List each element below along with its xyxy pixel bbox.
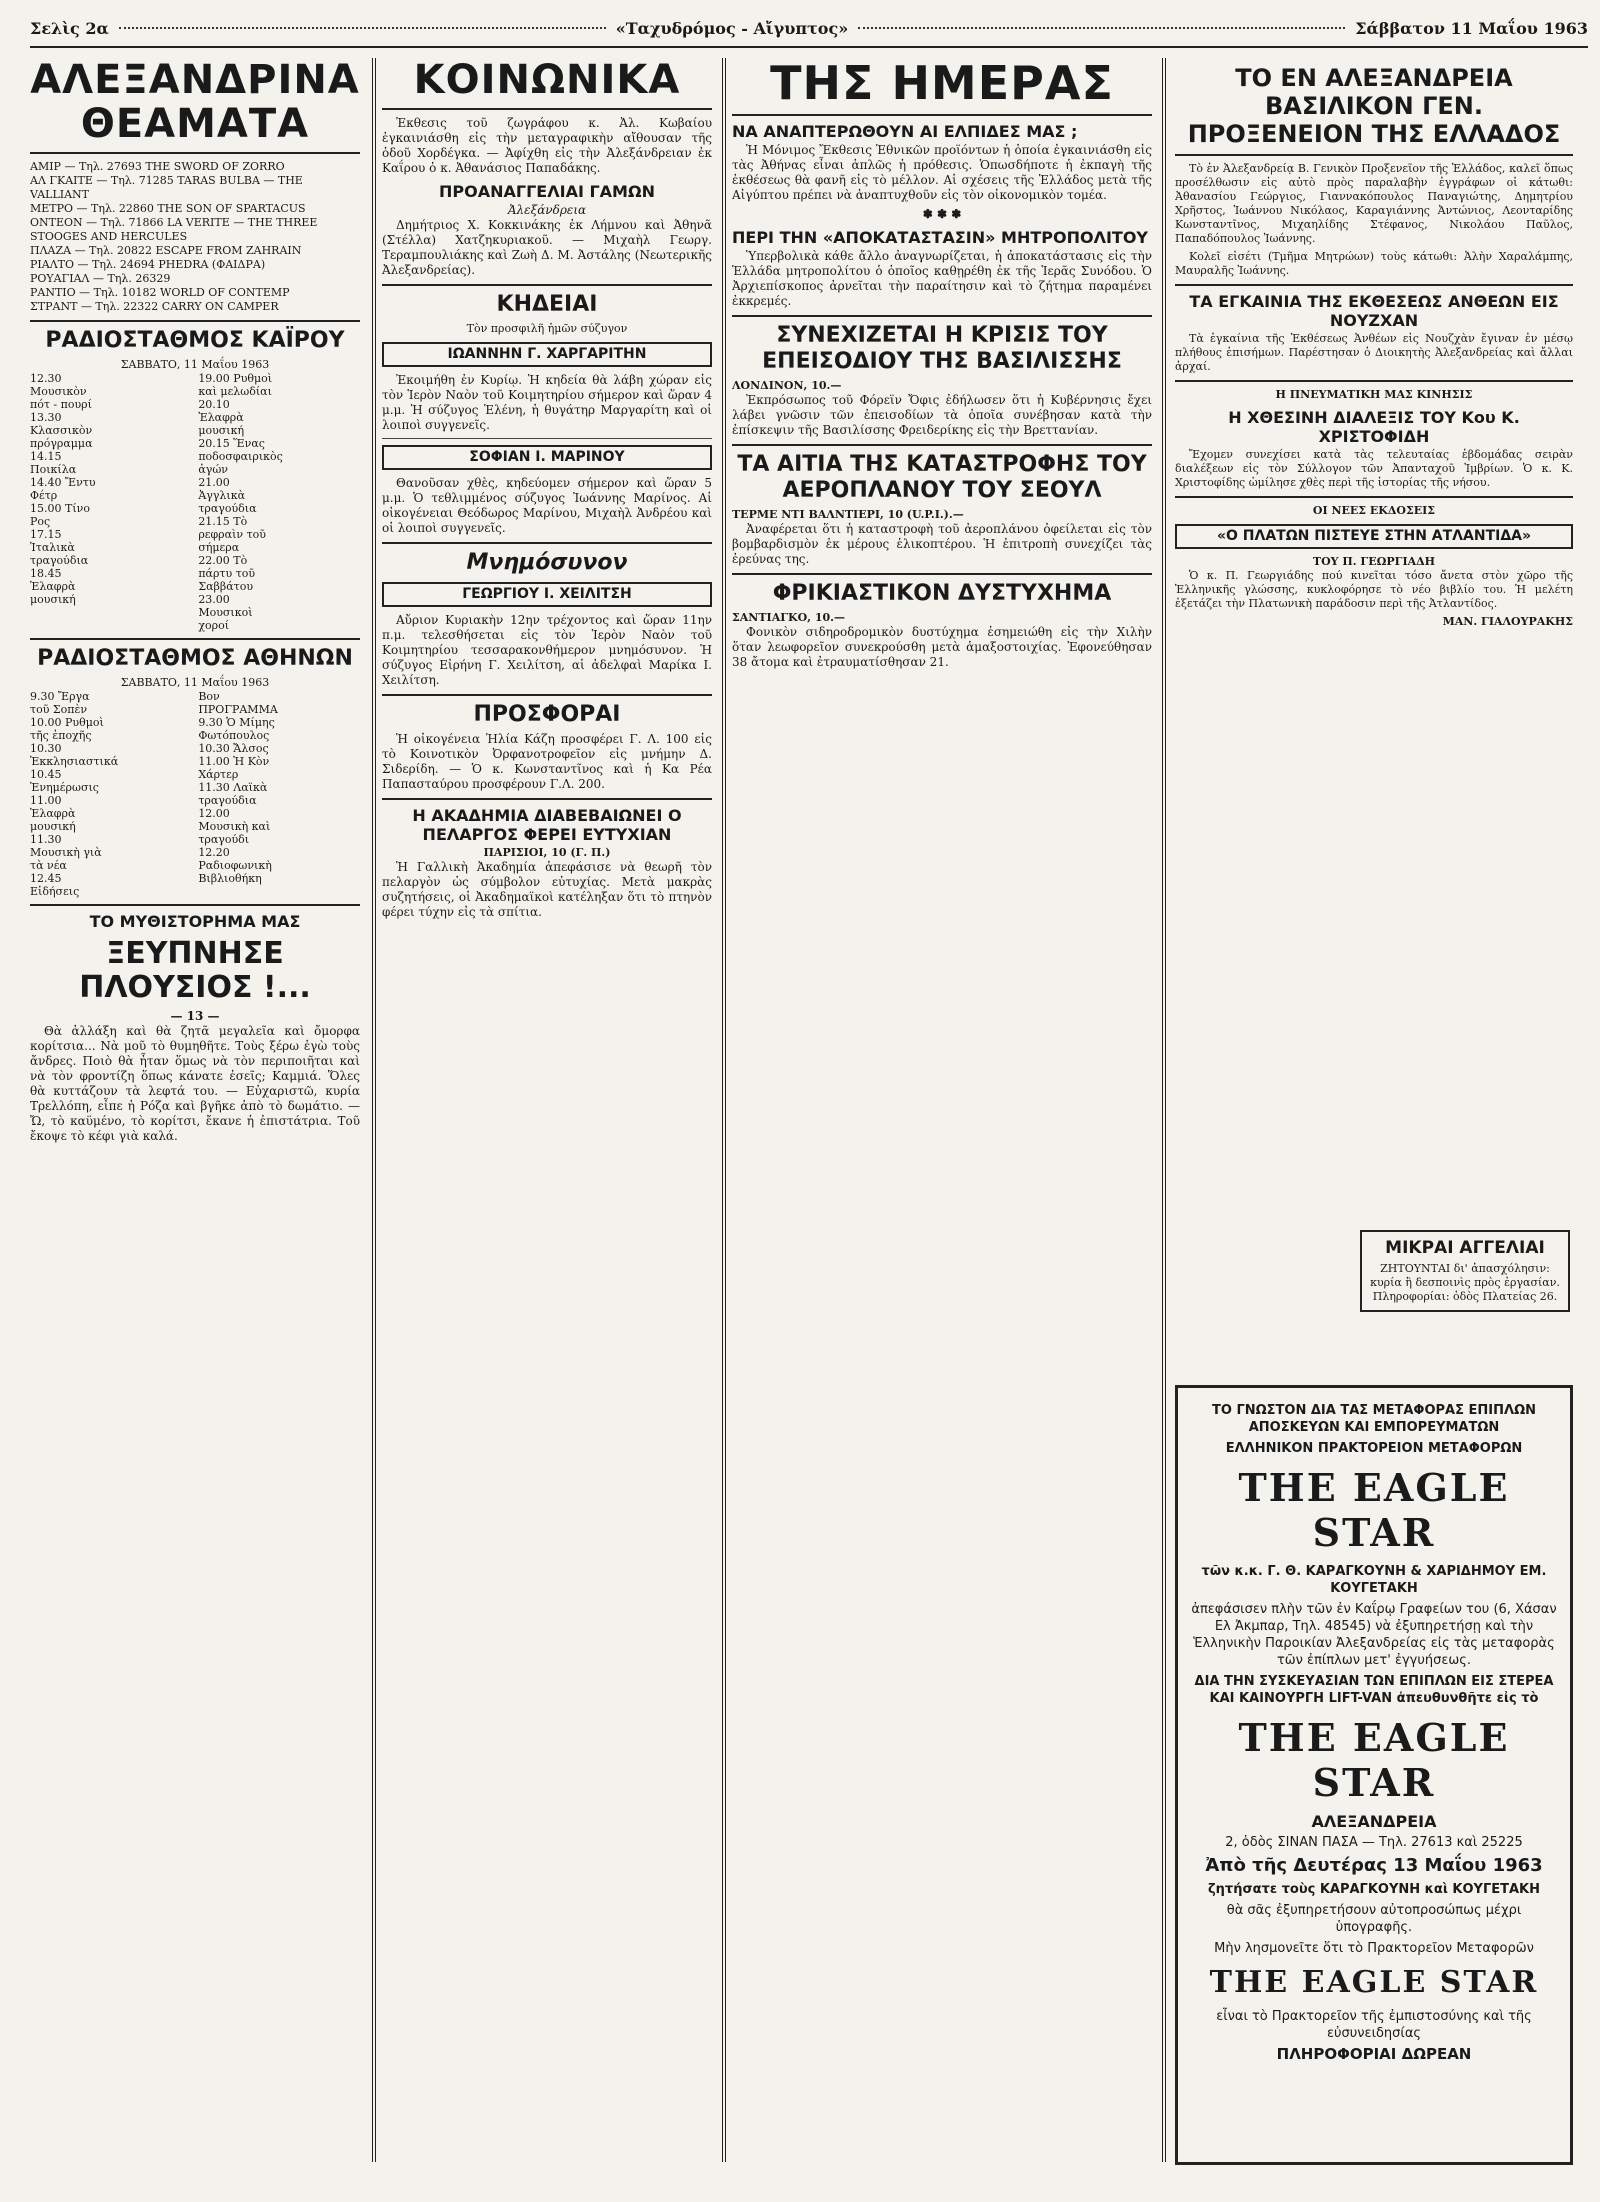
running-header [30,10,1588,48]
ad-address: 2, ὁδὸς ΣΙΝΑΝ ΠΑΣΑ — Τηλ. 27613 καὶ 25225 [1225,1835,1523,1850]
program-entry: 20.15 Ἕνας ποδοσφαιρικὸς ἀγών [198,437,283,476]
article-text: Ἀναφέρεται ὅτι ἡ καταστροφὴ τοῦ ἀεροπλάνου ὀφείλεται εἰς τὸν βομβαρδισμὸν ἐκ μέρους ἑλικοπτέρου. Ἡ ἐπιτροπὴ συνεχίζει τὰς ἐρεύνας της. [732,522,1152,566]
column-social [382,58,712,2172]
program-right [198,372,360,632]
funeral-name: ΣΟΦΙΑΝ Ι. ΜΑΡΙΝΟΥ [382,445,712,470]
cinema-listing: ΡΙΑΛΤΟ — Τηλ. 24694 PHEDRA (ΦΑΙΔΡΑ) [30,258,266,271]
divider [382,694,712,696]
memorial-name: ΓΕΩΡΓΙΟΥ Ι. ΧΕΙΛΙΤΣΗ [382,582,712,607]
cinema-listing: ΠΛΑΖΑ — Τηλ. 20822 ESCAPE FROM ZAHRAIN [30,244,302,257]
article-heading: ΠΕΡΙ ΤΗΝ «ΑΠΟΚΑΤΑΣΤΑΣΙΝ» ΜΗΤΡΟΠΟΛΙΤΟΥ [732,228,1149,247]
program-entry: 9.30 Ὁ Μίμης Φωτόπουλος [198,716,275,742]
ad-footer: εἶναι τὸ Πρακτορεῖον τῆς ἐμπιστοσύνης καὶ τῆς εὐσυνειδησίας [1216,2009,1532,2041]
program-entry: 11.00 Ἐλαφρὰ μουσική [30,794,76,833]
divider [382,108,712,110]
column-consulate [1175,58,1573,1372]
program-entry: 21.15 Τὸ ρεφραὶν τοῦ σήμερα [198,515,266,554]
divider [30,152,360,154]
article-text: Φονικὸν σιδηροδρομικὸν δυστύχημα ἐσημειώθη εἰς τὴν Χιλὴν ὅταν λεωφορεῖον συνεκρούσθη μετὰ ἁμαξοστοιχίας. Ἐφονεύθησαν 38 ἄτομα καὶ ἐτραυματίσθησαν 21. [732,625,1152,669]
ad-from-date: Ἀπὸ τῆς Δευτέρας 13 Μαΐου 1963 [1205,1855,1543,1876]
ad-promise: θὰ σᾶς ἐξυπηρετήσουν αὐτοπροσώπως μέχρι ὑπογραφῆς. [1226,1903,1522,1935]
program-entry: 21.00 Ἀγγλικὰ τραγούδια [198,476,257,515]
program-entry: Βον ΠΡΟΓΡΑΜΜΑ [198,690,278,716]
ad-brand: THE EAGLE STAR [1238,1715,1510,1805]
article-text: Ὑπερβολικὰ κάθε ἄλλο ἀναγνωρίζεται, ἡ ἀποκατάστασις εἰς τὴν Ἑλλάδα μητροπολίτου ὁ ὁποῖος καθῃρέθη ἐκ τῆς Ἱερᾶς Συνόδου. Ὁ Ἀρχιεπίσκοπος ἀρνεῖται τὴν παραίτησιν καὶ τὸ ζήτημα παραμένει ἐκκρεμές. [732,249,1152,308]
ad-owners: τῶν κ.κ. Γ. Θ. ΚΑΡΑΓΚΟΥΝΗ & ΧΑΡΙΔΗΜΟΥ ΕΜ. ΚΟΥΓΕΤΑΚΗ [1201,1564,1547,1596]
ad-body: ἀπεφάσισεν πλὴν τῶν ἐν Καΐρῳ Γραφείων του (6, Χάσαν Ελ Ἀκμπαρ, Τηλ. 48545) νὰ ἐξυπηρετήσῃ καὶ τὴν Ἑλληνικὴν Παροικίαν Ἀλεξανδρείας εἰς τὰς μεταφορὰς τῶν ἐπίπλων μετ' ἐγγυήσεως. [1191,1602,1557,1668]
article-text: Ἡ Μόνιμος Ἔκθεσις Ἑθνικῶν προϊόντων ἡ ὁποία ἐγκαινιάσθη εἰς τὰς Ἀθήνας εἶναι ἁπλῶς ἡ πρόθεσις. Ὁπωσδήποτε ἡ ἐκπαγὴ τῆς ἐκθέσεως θὰ φανῆ εἰς τὸ μέλλον. Αἱ σχέσεις τῆς Ἑλλάδος μετὰ τῆς Αἰγύπτου πρέπει νὰ ἀναπτυχθοῦν εἰς τὸν οἰκονομικὸν τομέα. [732,143,1152,202]
program-left [30,690,192,898]
cinema-listing: ΡΑΝΤΙΟ — Τηλ. 10182 WORLD OF CONTEMP [30,286,290,299]
divider [1175,496,1573,498]
social-title: ΚΟΙΝΩΝΙΚΑ [413,58,681,103]
article-text: Ἐκπρόσωπος τοῦ Φόρεϊν Ὄφις ἐδήλωσεν ὅτι ἡ Κυβέρνησις ἔχει λάβει γνῶσιν τῶν ἐπεισοδίων τὰ ὁποῖα συνέβησαν κατὰ τὴν ἐπίσκεψιν τῆς Βασιλίσσης Φρειδερίκης εἰς τὴν Βρεττανίαν. [732,393,1152,437]
academy-text: Ἡ Γαλλικὴ Ἀκαδημία ἀπεφάσισε νὰ θεωρῆ τὸν πελαργὸν ὡς σύμβολον εὐτυχίας. Μετὰ μακρὰς συζητήσεις, οἱ Ἀκαδημαϊκοὶ κατέληξαν ὅτι τὸ πτηνὸν φέρει τύχην εἰς τὰ σπίτια. [382,860,712,919]
program-entry: 11.30 Λαϊκὰ τραγούδια [198,781,268,807]
program-entry: 12.20 Ραδιοφωνικὴ Βιβλιοθήκη [198,846,272,885]
column-news [732,58,1152,2172]
memorial-heading: Μνημόσυνον [466,550,628,575]
radio-athens-title: ΡΑΔΙΟΣΤΑΘΜΟΣ ΑΘΗΝΩΝ [37,646,353,671]
divider [30,904,360,906]
cinema-listing: ΑΛ ΓΚΑΙΤΕ — Τηλ. 71285 TARAS BULBA — THE VALLIANT [30,174,303,201]
program-entry: 11.00 Ἡ Κὸν Χάρτερ [198,755,270,781]
ad-free-info: ΠΛΗΡΟΦΟΡΙΑΙ ΔΩΡΕΑΝ [1276,2045,1472,2063]
cinema-listing: ΑΜΙΡ — Τηλ. 27693 THE SWORD OF ZORRO [30,160,285,173]
radio-cairo-title: ΡΑΔΙΟΣΤΑΘΜΟΣ ΚΑΪΡΟΥ [45,328,345,353]
divider [732,444,1152,446]
divider [732,114,1152,116]
donations-heading: ΠΡΟΣΦΟΡΑΙ [473,702,621,727]
consulate-text: Τὸ ἐν Ἀλεξανδρείᾳ Β. Γενικὸν Προξενεῖον τῆς Ἑλλάδος, καλεῖ ὅπως προσέλθωσιν εἰς αὐτὸ πρὸς παραλαβὴν ἐγγράφων οἱ κάτωθι: Ἀθανασίου Γεώργιος, Γιαννακόπουλος Παναγιώτης, Δημητρίου Χρῆστος, Ἰωάννου Νικόλαος, Καραγιάννης Ἀντώνιος, Λεονταρίδης Κωνσταντῖνος, Μιχαηλίδης Στέφανος, Νικολάου Παῦλος, Παπαδόπουλος Ἰωάννης. [1175,162,1573,245]
divider [30,320,360,322]
ad-ask: ζητήσατε τοὺς ΚΑΡΑΓΚΟΥΝΗ καὶ ΚΟΥΓΕΤΑΚΗ [1207,1882,1540,1897]
novel-title: ΞΕΥΠΝΗΣΕ ΠΛΟΥΣΙΟΣ !... [79,936,311,1005]
social-text: Ἐκθεσις τοῦ ζωγράφου κ. Ἀλ. Κωβαίου ἐγκαινιάσθη εἰς τὴν μεταγραφικὴν αἴθουσαν τῆς ὁδοῦ Χορδέγκα. — Ἀφίχθη εἰς τὴν Ἀλεξάνδρειαν ἐκ Καΐρου ὁ κ. Ἀθανάσιος Παπαδάκης. [382,116,712,175]
article-heading: ΤΑ ΑΙΤΙΑ ΤΗΣ ΚΑΤΑΣΤΡΟΦΗΣ ΤΟΥ ΑΕΡΟΠΛΑΝΟΥ ΤΟΥ ΣΕΟΥΛ [737,452,1147,503]
books-heading: «Ο ΠΛΑΤΩΝ ΠΙΣΤΕΥΕ ΣΤΗΝ ΑΤΛΑΝΤΙΔΑ» [1175,524,1573,549]
lecture-heading: Η ΧΘΕΣΙΝΗ ΔΙΑΛΕΞΙΣ ΤΟΥ Κου Κ. ΧΡΙΣΤΟΦΙΔΗ [1228,408,1520,446]
program-left [30,372,192,632]
article-dateline: ΛΟΝΔΙΝΟΝ, 10.— [732,379,842,392]
exhibit-text: Τὰ ἐγκαίνια τῆς Ἐκθέσεως Ἀνθέων εἰς Νουζχὰν ἔγιναν ἐν μέσῳ πλήθους ἐπισήμων. Παρέστησαν ὁ Διοικητὴς Ἀλεξανδρείας καὶ ἄλλαι ἀρχαί. [1175,332,1573,373]
issue-date: Σάββατον 11 Μαΐου 1963 [1355,18,1588,38]
ad-intro: ΤΟ ΓΝΩΣΤΟΝ ΔΙΑ ΤΑΣ ΜΕΤΑΦΟΡΑΣ ΕΠΙΠΛΩΝ ΑΠΟΣΚΕΥΩΝ ΚΑΙ ΕΜΠΟΡΕΥΜΑΤΩΝ [1212,1403,1536,1435]
funeral-name: ΙΩΑΝΝΗΝ Γ. ΧΑΡΓΑΡΙΤΗΝ [382,342,712,367]
donations-text: Ἡ οἰκογένεια Ἠλία Κάζη προσφέρει Γ. Λ. 100 εἰς τὸ Κοινοτικὸν Ὀρφανοτροφεῖον εἰς μνήμην Δ. Σιδερίδη. — Ὁ κ. Κωνσταντῖνος καὶ ἡ Κα Ρέα Παπασταύρου προσφέρουν Γ.Λ. 200. [382,732,712,791]
novel-part: — 13 — [170,1009,220,1023]
column-rule [372,58,376,2162]
program-entry: 15.00 Τίνο Ρος [30,502,90,528]
paper-title: «Ταχυδρόμος - Αἴγυπτος» [615,18,849,38]
column-entertainment [30,58,360,2172]
wedding-heading: ΠΡΟΑΝΑΓΓΕΛΙΑΙ ΓΑΜΩΝ [439,182,655,201]
program-entry: 9.30 Ἔργα τοῦ Σοπὲν [30,690,90,716]
program-entry: 12.45 Εἰδήσεις [30,872,80,898]
program-entry: 19.00 Ρυθμοὶ καὶ μελωδίαι [198,372,273,398]
program-entry: 10.30 Ἄλσος [198,742,269,755]
divider [732,315,1152,317]
news-title: ΤΗΣ ΗΜΕΡΑΣ [770,58,1114,110]
article-dateline: ΣΑΝΤΙΑΓΚΟ, 10.— [732,611,845,624]
page-number: Σελὶς 2α [30,18,109,38]
entertainment-title: ΑΛΕΞΑΝΔΡΙΝΑ ΘΕΑΜΑΤΑ [30,58,360,147]
divider [732,573,1152,575]
cinema-listing: ΣΤΡΑΝΤ — Τηλ. 22322 CARRY ON CAMPER [30,300,279,313]
program-entry: 10.45 Ἐνημέρωσις [30,768,99,794]
program-entry: 12.30 Μουσικὸν πότ - πουρί [30,372,92,411]
program-entry: 10.30 Ἐκκλησιαστικά [30,742,119,768]
ornament: ✽ ✽ ✽ [922,207,962,221]
column-rule [1162,58,1166,2162]
divider [382,284,712,286]
radio-athens-program [30,690,360,898]
cinema-list [30,160,360,314]
program-entry: 10.00 Ρυθμοὶ τῆς ἐποχῆς [30,716,104,742]
divider [382,438,712,439]
divider [1175,284,1573,286]
consulate-note: Κολεῖ εἰσέτι (Τμῆμα Μητρώων) τοὺς κάτωθι: Ἀλὴν Χαραλάμπης, Μαυραλῆς Ἰωάννης. [1175,250,1573,277]
academy-heading: Η ΑΚΑΔΗΜΙΑ ΔΙΑΒΕΒΑΙΩΝΕΙ Ο ΠΕΛΑΡΓΟΣ ΦΕΡΕΙ ΕΥΤΥΧΙΑΝ [412,806,682,844]
small-ads-title: ΜΙΚΡΑΙ ΑΓΓΕΛΙΑΙ [1385,1238,1545,1258]
lecture-text: Ἔχομεν συνεχίσει κατὰ τὰς τελευταίας ἑβδομάδας σειρὰν διαλέξεων εἰς τὸν Σύλλογον τῶν Ἀπανταχοῦ Ἰμβρίων. Ὁ κ. Κ. Χριστοφίδης ὡμίλησε χθὲς περὶ τῆς ἱστορίας τῆς νήσου. [1175,448,1573,489]
books-text: Ὁ κ. Π. Γεωργιάδης πού κινεῖται τόσο ἄνετα στὸν χῶρο τῆς Ἑλληνικῆς γλώσσης, κυκλοφόρησε τὸ νέο βιβλίο του. Ἡ μελέτη ἐξετάζει τὴν Πλατωνικὴ παράδοσιν περὶ τῆς Ἀτλαντίδος. [1175,569,1573,610]
academy-dateline: ΠΑΡΙΣΙΟΙ, 10 (Γ. Π.) [483,846,611,859]
divider [1175,380,1573,382]
cinema-listing: ΟΝΤΕΟΝ — Τηλ. 71866 LA VERITE — THE THREE STOOGES AND HERCULES [30,216,318,243]
radio-athens-date: ΣΑΒΒΑΤΟ, 11 Μαΐου 1963 [120,676,270,689]
program-entry: 14.15 Ποικίλα [30,450,77,476]
ad-sub: ΕΛΛΗΝΙΚΟΝ ΠΡΑΚΤΟΡΕΙΟΝ ΜΕΤΑΦΟΡΩΝ [1225,1441,1523,1456]
program-entry: 12.00 Μουσικὴ καὶ τραγούδι [198,807,271,846]
divider [382,542,712,544]
funeral-text: Θανοῦσαν χθὲς, κηδεύομεν σήμερον καὶ ὥραν 5 μ.μ. Ὁ τεθλιμμένος σύζυγος Ἰωάννης Μαρίνος. Αἱ οἰκογένειαι Θεόδωρος Μαρίνου, Μιχαὴλ Ἀνδρέου καὶ οἱ λοιποὶ συγγενεῖς. [382,476,712,535]
funeral-intro: Τὸν προσφιλῆ ἡμῶν σύζυγον [466,322,628,335]
novel-text: Θὰ ἀλλάξη καὶ θὰ ζητᾶ μεγαλεῖα καὶ ὄμορφα κορίτσια... Νὰ μοῦ τὸ θυμηθῆτε. Τοὺς ξέρω ἐγὼ τοὺς ἄνδρες. Ποιὸ θὰ ἦταν ὅμως νὰ τὸν περιποιῆται καὶ νὰ τὸν φροντίζη ὅπως κάνατε ἐσεῖς; Καμμιά. Ὅλες θὰ κυττάζουν τὰ λεφτά του. — Εὐχαριστῶ, κυρία Τρελλόπη, εἶπε ἡ Ρόζα καὶ βγῆκε ἀπὸ τὸ δωμάτιο. — Ὤ, τὸ καϋμένο, τὸ κορίτσι, ἔκανε ἡ ἐπιστάτρια. Τοῦ ἔκοψε τὸ κέφι γιὰ καλά. [30,1024,360,1143]
divider [382,798,712,800]
spiritual-label: Η ΠΝΕΥΜΑΤΙΚΗ ΜΑΣ ΚΙΝΗΣΙΣ [1275,388,1473,401]
funerals-heading: ΚΗΔΕΙΑΙ [496,292,598,317]
header-rule [119,27,606,29]
small-ads-text: ΖΗΤΟΥΝΤΑΙ δι' ἀπασχόλησιν: κυρία ἢ δεσποινὶς πρὸς ἐργασίαν. Πληροφορίαι: ὁδὸς Πλατείας 26. [1370,1262,1560,1303]
program-right [198,690,360,898]
funeral-text: Ἐκοιμήθη ἐν Κυρίῳ. Ἡ κηδεία θὰ λάβη χώραν εἰς τὸν Ἱερὸν Ναὸν τοῦ Κοιμητηρίου σήμερον καὶ ὥραν 4 μ.μ. Ἡ σύζυγος Ἑλένη, ἡ θυγάτηρ Μαργαρίτη καὶ οἱ λοιποὶ συγγενεῖς. [382,373,712,432]
radio-cairo-date: ΣΑΒΒΑΤΟ, 11 Μαΐου 1963 [120,358,270,371]
article-heading: ΣΥΝΕΧΙΖΕΤΑΙ Η ΚΡΙΣΙΣ ΤΟΥ ΕΠΕΙΣΟΔΙΟΥ ΤΗΣ ΒΑΣΙΛΙΣΣΗΣ [762,323,1122,374]
consulate-title: ΤΟ ΕΝ ΑΛΕΞΑΝΔΡΕΙΑ ΒΑΣΙΛΙΚΟΝ ΓΕΝ. ΠΡΟΞΕΝΕΙΟΝ ΤΗΣ ΕΛΛΑΔΟΣ [1187,64,1561,148]
program-entry: 13.30 Κλασσικὸν πρόγραμμα [30,411,93,450]
books-author: ΤΟΥ Π. ΓΕΩΡΓΙΑΔΗ [1312,555,1436,568]
article-dateline: ΤΕΡΜΕ ΝΤΙ ΒΑΛΝΤΙΕΡΙ, 10 (U.P.I.).— [732,508,964,521]
column-rule [722,58,726,2162]
books-signature: ΜΑΝ. ΓΙΑΛΟΥΡΑΚΗΣ [1442,615,1573,628]
wedding-subheading: Ἀλεξάνδρεια [507,203,587,217]
radio-cairo-program [30,372,360,632]
novel-label: ΤΟ ΜΥΘΙΣΤΟΡΗΜΑ ΜΑΣ [89,912,301,931]
ad-city: ΑΛΕΞΑΝΔΡΕΙΑ [1311,1812,1437,1831]
ad-brand: THE EAGLE STAR [1209,1965,1539,2000]
cinema-listing: ΜΕΤΡΟ — Τηλ. 22860 THE SON OF SPARTACUS [30,202,306,215]
divider [30,638,360,640]
program-entry: 20.10 Ἐλαφρὰ μουσική [198,398,245,437]
program-entry: 18.45 Ἐλαφρὰ μουσική [30,567,76,606]
divider [1175,154,1573,156]
ad-remember: Μὴν λησμονεῖτε ὅτι τὸ Πρακτορεῖον Μεταφορῶν [1214,1941,1534,1956]
program-entry: 17.15 Ἰταλικὰ τραγούδια [30,528,89,567]
article-heading: ΝΑ ΑΝΑΠΤΕΡΩΘΟΥΝ ΑΙ ΕΛΠΙΔΕΣ ΜΑΣ ; [732,122,1078,141]
small-ads-box [1360,1230,1570,1312]
memorial-text: Αὔριον Κυριακὴν 12ην τρέχοντος καὶ ὥραν 11ην π.μ. τελεσθήσεται εἰς τὸν Ἱερὸν Ναὸν τοῦ Κοιμητηρίου τεσσαρακονθήμερον μνημόσυνον. Ἡ σύζυγος Εἰρήνη Γ. Χειλίτση, αἱ ἀδελφαὶ Μαρίκα Ι. Χειλίτση. [382,613,712,687]
program-entry: 22.00 Τὸ πάρτυ τοῦ Σαββάτου [198,554,256,593]
ad-brand: THE EAGLE STAR [1238,1465,1510,1555]
article-heading: ΦΡΙΚΙΑΣΤΙΚΟΝ ΔΥΣΤΥΧΗΜΑ [772,581,1112,606]
ad-mid: ΔΙΑ ΤΗΝ ΣΥΣΚΕΥΑΣΙΑΝ ΤΩΝ ΕΠΙΠΛΩΝ ΕΙΣ ΣΤΕΡΕΑ ΚΑΙ ΚΑΙΝΟΥΡΓΗ LIFT-VAN ἀπευθυνθῆτε εἰς τὸ [1194,1674,1554,1706]
exhibit-heading: ΤΑ ΕΓΚΑΙΝΙΑ ΤΗΣ ΕΚΘΕΣΕΩΣ ΑΝΘΕΩΝ ΕΙΣ ΝΟΥΖΧΑΝ [1189,292,1559,330]
eagle-star-ad [1175,1385,1573,2165]
program-entry: 23.00 Μουσικοὶ χοροί [198,593,253,632]
books-label: ΟΙ ΝΕΕΣ ΕΚΔΟΣΕΙΣ [1312,504,1436,517]
program-entry: 14.40 Ἔντυ Φέτρ [30,476,96,502]
program-entry: 11.30 Μουσικὴ γιὰ τὰ νέα [30,833,102,872]
header-rule [858,27,1345,29]
cinema-listing: ΡΟΥΑΓΙΑΛ — Τηλ. 26329 [30,272,171,285]
wedding-text: Δημήτριος Χ. Κοκκινάκης ἐκ Λήμνου καὶ Ἀθηνᾶ (Στέλλα) Χατζηκυριακοῦ. — Μιχαὴλ Γεωργ. Τεραμπουλιάκης καὶ Ζωὴ Δ. Μ. Ἀστάλης (Νεωτερικῆς Ἀλεξανδρείας). [382,218,712,277]
